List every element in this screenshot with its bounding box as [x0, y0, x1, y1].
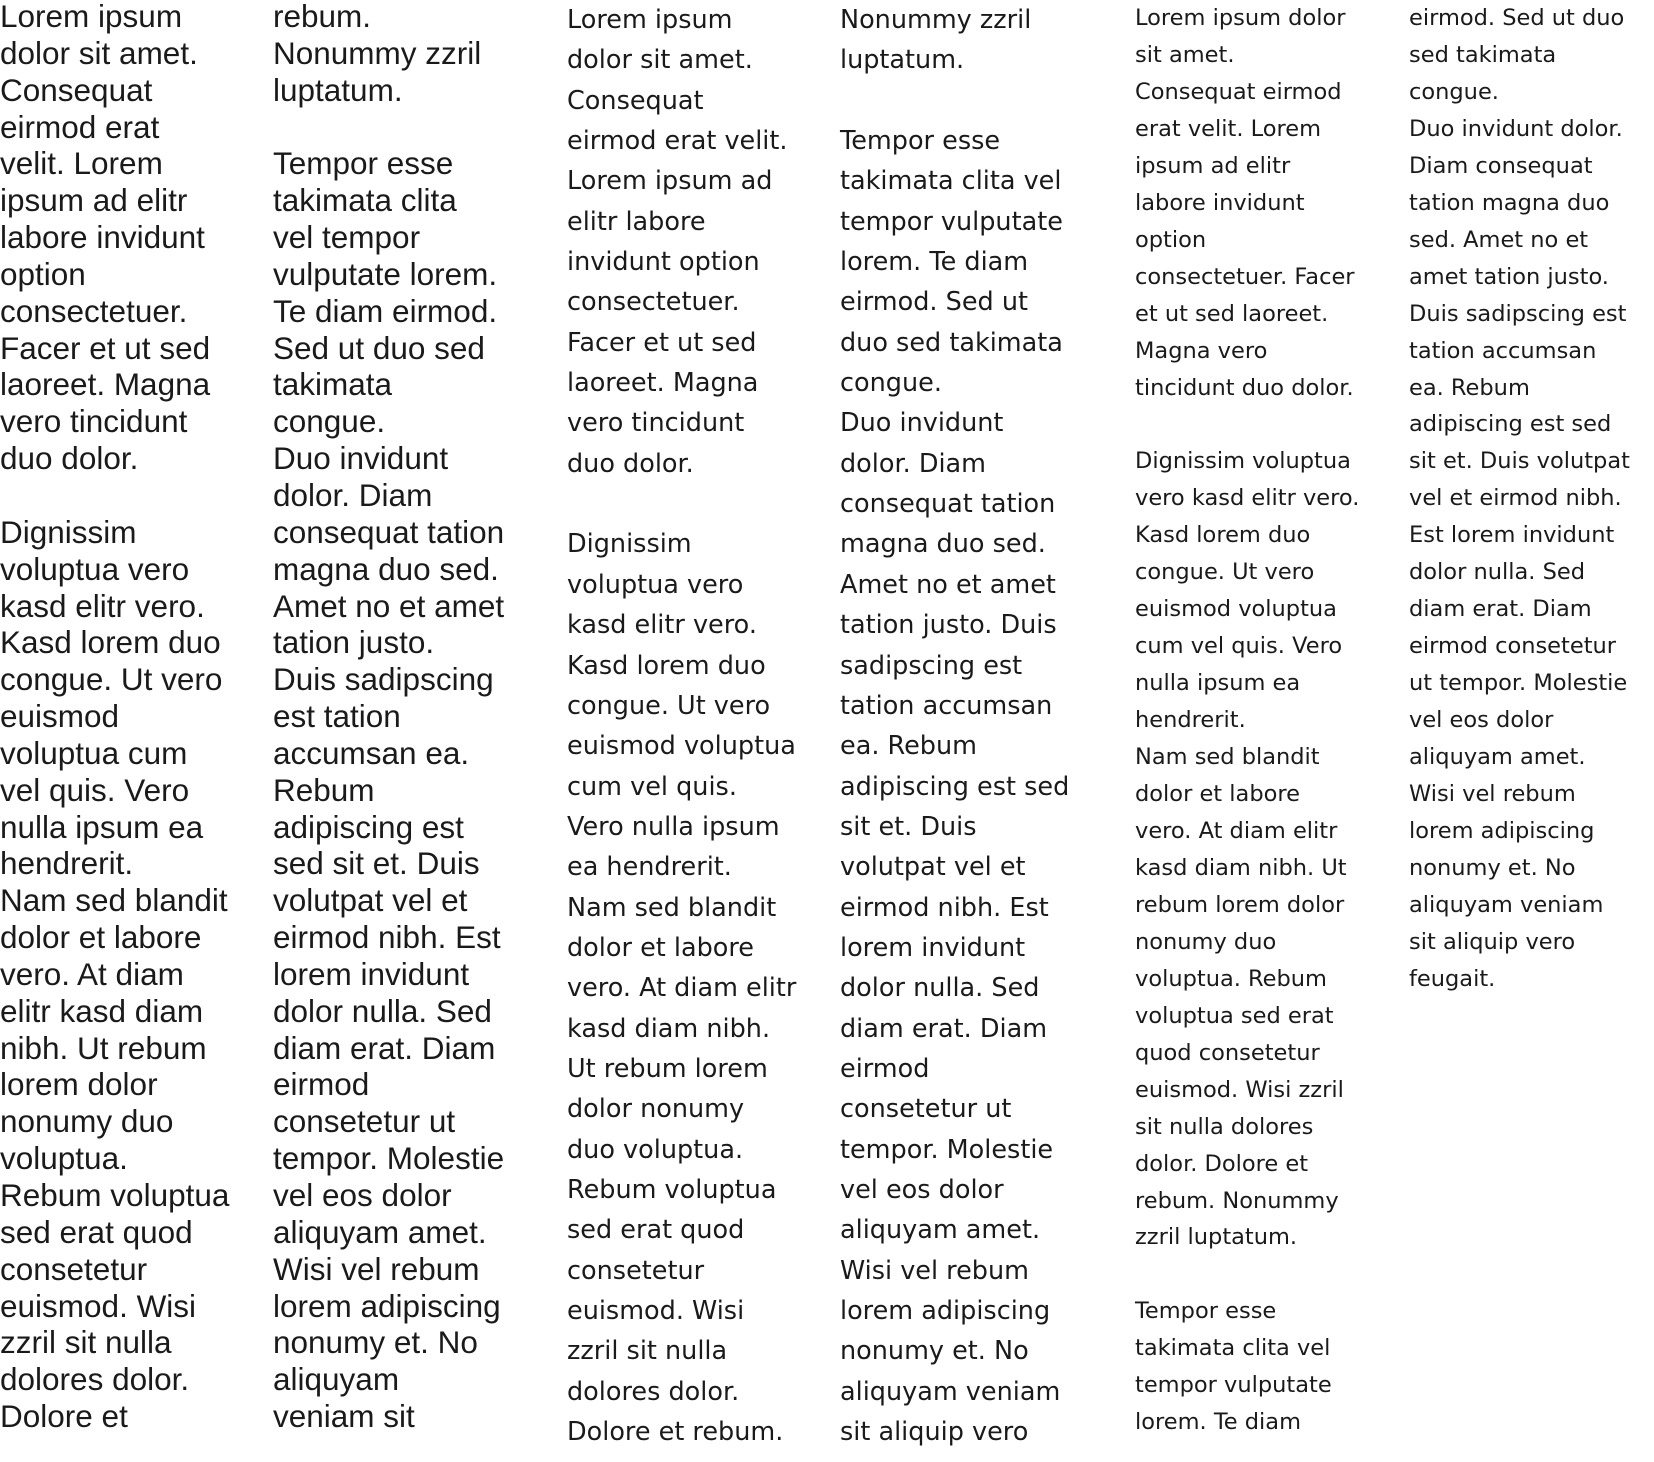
text-column-5: Lorem ipsum dolor sit amet. Consequat eirmod erat velit. Lorem ipsum ad elitr labore invidunt option consectetuer. Facer et ut sed laoreet. Magna vero tincidunt duo dolor. Dignissim voluptua vero kasd elitr vero. Kasd lorem duo congue. Ut vero euismod voluptua cum vel quis. Vero nulla ipsum ea hendrerit. Nam sed blandit dolor et labore vero. At diam elitr kasd diam nibh. Ut rebum lorem dolor nonumy duo voluptua. Rebum voluptua sed erat quod consetetur euismod. Wisi zzril sit nulla dolores dolor. Dolore et rebum. Nonummy zzril luptatum. Tempor esse takimata clita vel tempor vulputate lorem. Te diam [1135, 5, 1360, 1436]
text-column-4: Nonummy zzril luptatum. Tempor esse takimata clita vel tempor vulputate lorem. Te diam eirmod. Sed ut duo sed takimata congue. Duo invidunt dolor. Diam consequat tation magna duo sed. Amet no et amet tation justo. Duis sadipscing est tation accumsan ea. Rebum adipiscing est sed sit et. Duis volutpat vel et eirmod nibh. Est lorem invidunt dolor nulla. Sed diam erat. Diam eirmod consetetur ut tempor. Molestie vel eos dolor aliquyam amet. Wisi vel rebum lorem adipiscing nonumy et. No aliquyam veniam sit aliquip vero [840, 5, 1070, 1448]
text-column-3: Lorem ipsum dolor sit amet. Consequat eirmod erat velit. Lorem ipsum ad elitr labore invidunt option consectetuer. Facer et ut sed laoreet. Magna vero tincidunt duo dolor. Dignissim voluptua vero kasd elitr vero. Kasd lorem duo congue. Ut vero euismod voluptua cum vel quis. Vero nulla ipsum ea hendrerit. Nam sed blandit dolor et labore vero. At diam elitr kasd diam nibh. Ut rebum lorem dolor nonumy duo voluptua. Rebum voluptua sed erat quod consetetur euismod. Wisi zzril sit nulla dolores dolor. Dolore et rebum. [567, 5, 797, 1448]
text-column-1: Lorem ipsum dolor sit amet. Consequat eirmod erat velit. Lorem ipsum ad elitr labore invidunt option consectetuer. Facer et ut sed laoreet. Magna vero tincidunt duo dolor. Dignissim voluptua vero kasd elitr vero. Kasd lorem duo congue. Ut vero euismod voluptua cum vel quis. Vero nulla ipsum ea hendrerit. Nam sed blandit dolor et labore vero. At diam elitr kasd diam nibh. Ut rebum lorem dolor nonumy duo voluptua. Rebum voluptua sed erat quod consetetur euismod. Wisi zzril sit nulla dolores dolor. Dolore et [0, 0, 230, 1435]
text-column-6: eirmod. Sed ut duo sed takimata congue. Duo invidunt dolor. Diam consequat tation magna duo sed. Amet no et amet tation justo. Duis sadipscing est tation accumsan ea. Rebum adipiscing est sed sit et. Duis volutpat vel et eirmod nibh. Est lorem invidunt dolor nulla. Sed diam erat. Diam eirmod consetetur ut tempor. Molestie vel eos dolor aliquyam amet. Wisi vel rebum lorem adipiscing nonumy et. No aliquyam veniam sit aliquip vero feugait. [1409, 5, 1630, 992]
text-column-2: rebum. Nonummy zzril luptatum. Tempor esse takimata clita vel tempor vulputate lorem. Te diam eirmod. Sed ut duo sed takimata congue. Duo invidunt dolor. Diam consequat tation magna duo sed. Amet no et amet tation justo. Duis sadipscing est tation accumsan ea. Rebum adipiscing est sed sit et. Duis volutpat vel et eirmod nibh. Est lorem invidunt dolor nulla. Sed diam erat. Diam eirmod consetetur ut tempor. Molestie vel eos dolor aliquyam amet. Wisi vel rebum lorem adipiscing nonumy et. No aliquyam veniam sit [273, 0, 505, 1435]
